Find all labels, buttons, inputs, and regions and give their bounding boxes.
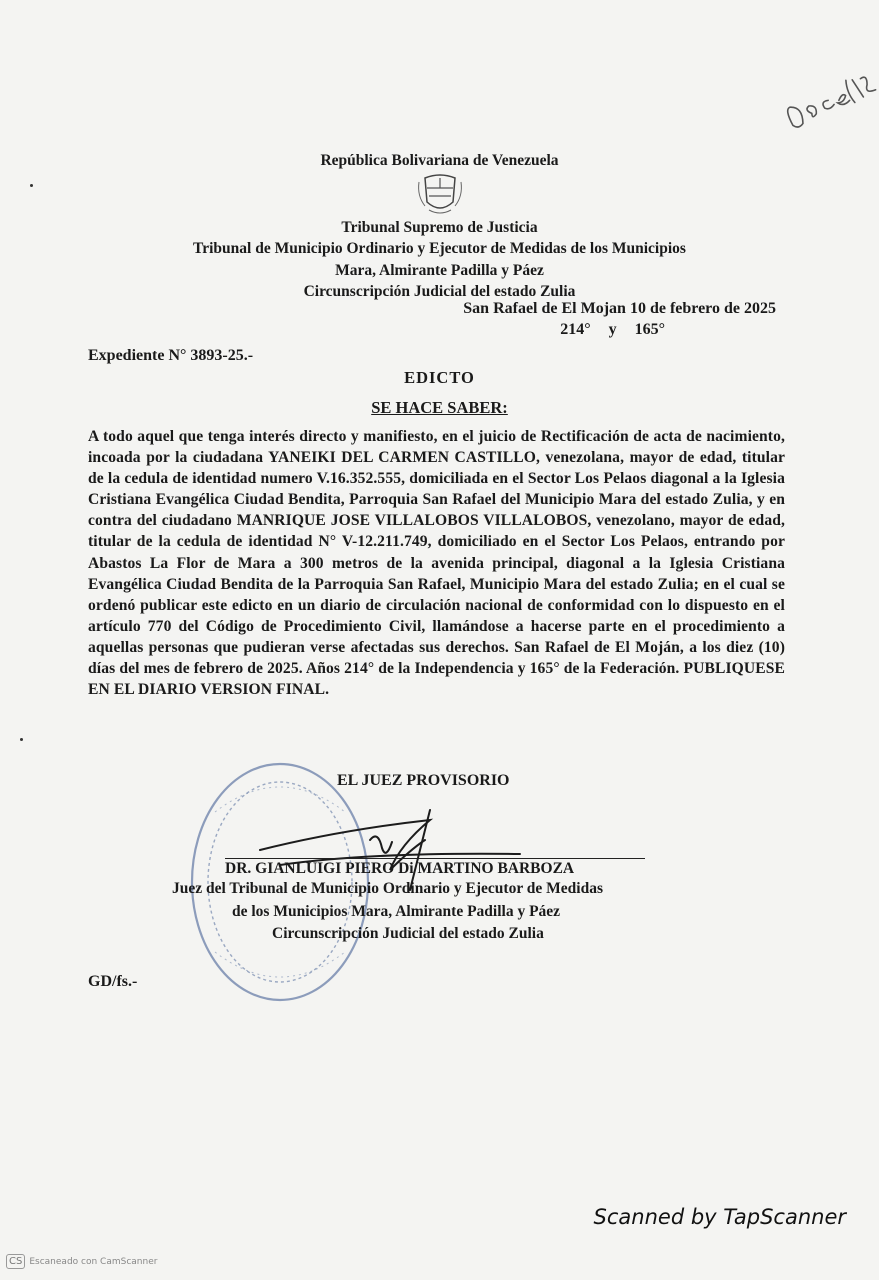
camscanner-label: Escaneado con CamScanner [29, 1256, 158, 1267]
supreme-court-line: Tribunal Supremo de Justicia [341, 219, 538, 236]
signature-line [225, 858, 645, 859]
date-line: San Rafael de El Mojan 10 de febrero de 2025 [463, 300, 776, 317]
judge-role-line-1: Juez del Tribunal de Municipio Ordinario y Ejecutor de Medidas [172, 880, 604, 897]
handwritten-note [780, 70, 879, 140]
years-line: 214° y 165° [560, 321, 665, 338]
expediente-number: Expediente N° 3893-25.- [88, 347, 254, 364]
scan-speck [30, 184, 33, 187]
scan-speck [20, 738, 23, 741]
tapscanner-watermark: Scanned by TapScanner [593, 1205, 846, 1229]
edict-body-text: A todo aquel que tenga interés directo y manifiesto, en el juicio de Rectificación de acta de nacimiento, incoada por la ciudadana YANEIKI DEL CARMEN CASTILLO, venezolana, mayor de edad, titular de la cedula de identidad numero V.16.352.555, domiciliada en el Sector Los Pelaos diagonal a la Iglesia Cristiana Evangélica Ciudad Bendita, Parroquia San Rafael del Municipio Mara del estado Zulia, y en contra del ciudadano MANRIQUE JOSE VILLALOBOS VILLALOBOS, venezolano, mayor de edad, titular de la cedula de identidad N° V-12.211.749, domiciliado en el Sector Los Pelaos, entrando por Abastos La Flor de Mara a 300 metros de la avenida principal, diagonal a la Iglesia Cristiana Evangélica Ciudad Bendita de la Parroquia San Rafael, Municipio Mara del estado Zulia; en el cual se ordenó publicar este edicto en un diario de circulación nacional de conformidad con lo dispuesto en el artículo 770 del Código de Procedimiento Civil, llamándose a hacerse parte en el procedimiento a aquellas personas que pudieran verse afectadas sus derechos. San Rafael de El Moján, a los diez (10) días del mes de febrero de 2025. Años 214° de la Independencia y 165° de la Federación. PUBLIQUESE EN EL DIARIO VERSION FINAL. [88, 428, 785, 699]
municipal-court-line: Tribunal de Municipio Ordinario y Ejecutor de Medidas de los Municipios [193, 240, 686, 257]
coat-of-arms-icon [415, 172, 465, 216]
signature-title: EL JUEZ PROVISORIO [337, 772, 510, 789]
circumscription-line: Circunscripción Judicial del estado Zulia [303, 283, 576, 300]
camscanner-logo-icon: CS [6, 1254, 25, 1269]
initials: GD/fs.- [88, 973, 138, 990]
republic-heading: República Bolivariana de Venezuela [320, 152, 559, 169]
document-subtitle: SE HACE SABER: [371, 398, 508, 417]
camscanner-watermark [6, 1254, 157, 1269]
municipalities-line: Mara, Almirante Padilla y Páez [335, 262, 544, 279]
judge-role-line-2: de los Municipios Mara, Almirante Padilla y Páez [232, 903, 561, 920]
document-title: EDICTO [404, 368, 475, 387]
judge-name: DR. GIANLUIGI PIERO Di MARTINO BARBOZA [225, 860, 575, 877]
judge-role-line-3: Circunscripción Judicial del estado Zulia [272, 925, 544, 942]
